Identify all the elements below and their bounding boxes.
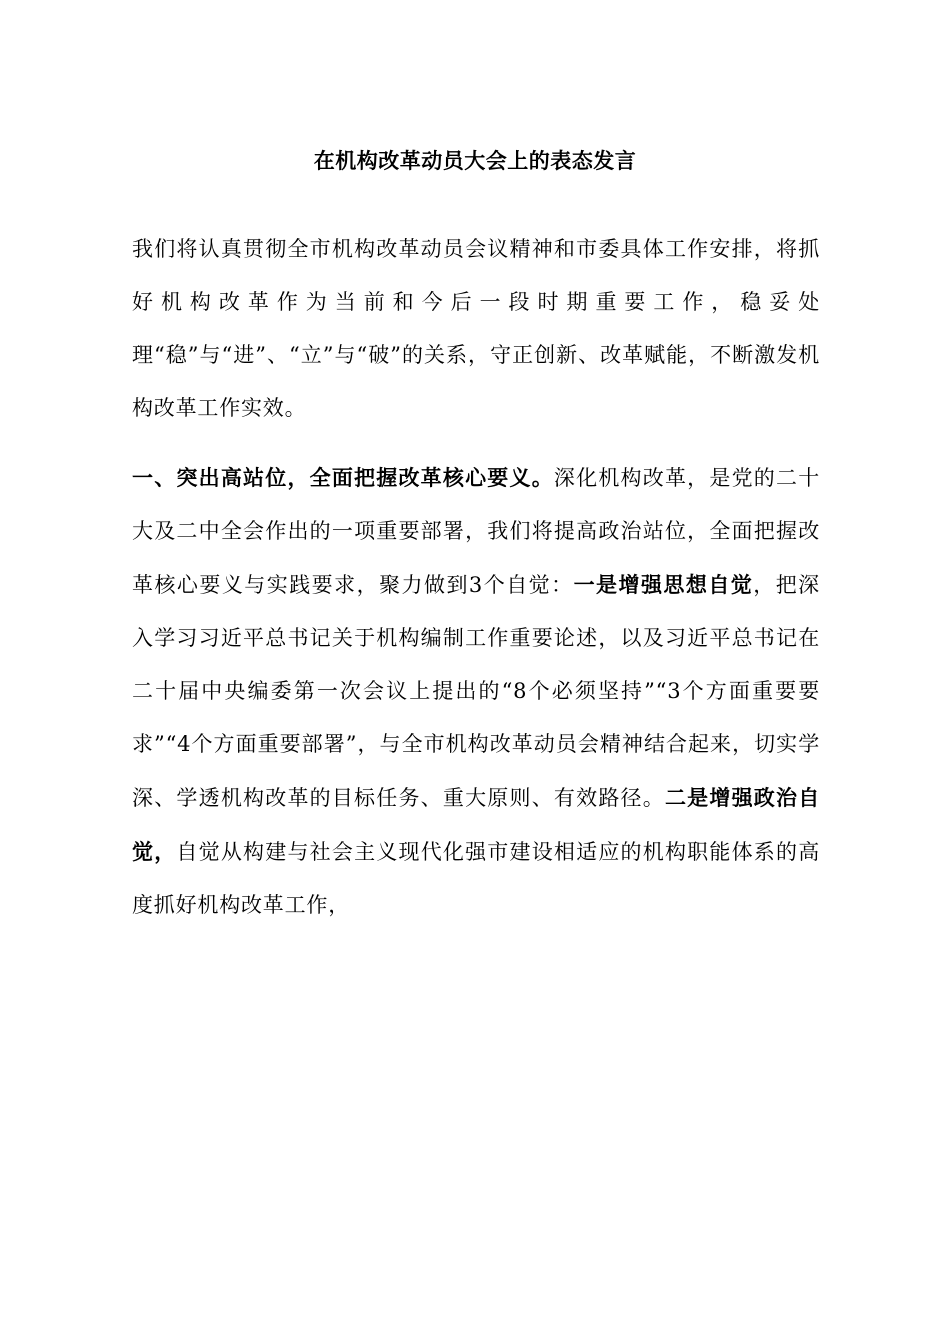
point-1-heading: 一是增强思想自觉 <box>573 572 754 597</box>
section-1-heading: 一、突出高站位，全面把握改革核心要义。 <box>132 465 554 490</box>
document-title: 在机构改革动员大会上的表态发言 <box>313 148 637 173</box>
section-1-paragraph <box>132 451 820 932</box>
section-1-text-a: 深化机构改革，是党的二十大及二中全会作出的一项重要部署，我们将提高政治站位，全面把握改革核心要义与实践要求，聚力做到3个自觉： <box>132 466 820 597</box>
section-1-text-c: 自觉从构建与社会主义现代化强市建设相适应的机构职能体系的高度抓好机构改革工作， <box>132 840 820 917</box>
document-body <box>132 223 820 948</box>
point-2-heading: 二是增强政治自觉， <box>132 785 820 864</box>
intro-paragraph: 我们将认真贯彻全市机构改革动员会议精神和市委具体工作安排，将抓好机构改革作为当前和今后一段时期重要工作，稳妥处理“稳”与“进”、“立”与“破”的关系，守正创新、改革赋能，不断激发机构改革工作实效。 <box>132 237 820 420</box>
section-1-text-b: ，把深入学习习近平总书记关于机构编制工作重要论述，以及习近平总书记在二十届中央编委第一次会议上提出的“8个必须坚持”“3个方面重要要求”“4个方面重要部署”，与全市机构改革动员会精神结合起来，切实学深、学透机构改革的目标任务、重大原则、有效路径。 <box>132 573 820 810</box>
